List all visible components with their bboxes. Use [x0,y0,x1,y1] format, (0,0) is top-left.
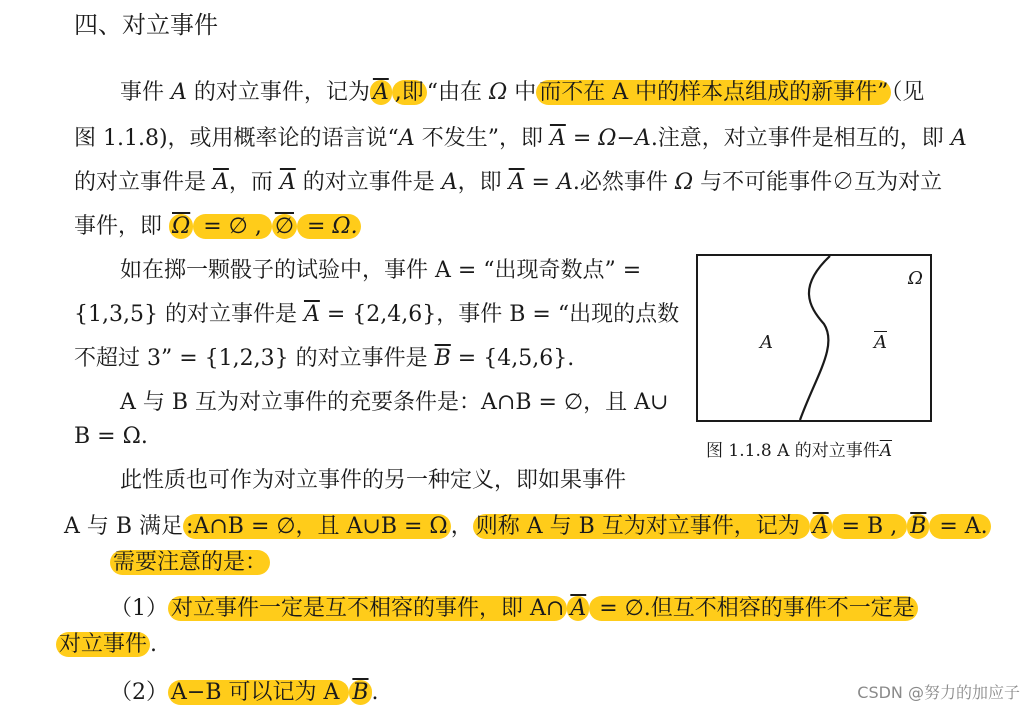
text-run: = B , [832,514,908,539]
text-run: 中 [507,80,537,105]
boundary-curve [800,256,830,420]
text-run: 的对立事件是 [295,170,442,195]
boundary-curve-svg [698,256,930,420]
text-run: 则称 A 与 B 互为对立事件，记为 [473,514,810,539]
text-run: = {2,4,6}，事件 B = “出现的点数 [319,302,680,327]
text-run: （2） [110,680,168,705]
text-run: $\overline{B}$ [434,346,451,371]
text-run: A [171,80,187,105]
text-run: $\overline{A}$ [567,596,589,621]
text-run: Ω−A [598,126,651,151]
text-run: A 与 B 互为对立事件的充要条件是：A∩B = ∅，且 A∪ [120,390,669,415]
para4-line2 [64,512,991,542]
text-run: = Ω. [297,214,361,239]
para3-line1 [120,388,668,418]
text-run: $\overline{A}$ [279,170,296,195]
text-run: $\overline{B}$ [349,680,371,705]
set-a-label: A [760,332,773,353]
text-run: . [371,680,379,705]
item1-line2 [56,630,157,660]
text-run: $\overline{A}$ [549,126,566,151]
set-abar-label: $\overline{A}$ [874,332,887,353]
text-run: 不超过 3” = {1,2,3} 的对立事件是 [74,346,435,371]
text-run: A [441,170,458,195]
para1-line1 [120,78,924,108]
text-run: 如在掷一颗骰子的试验中，事件 A = “出现奇数点” = [120,258,642,283]
text-run: “由在 [426,80,490,105]
text-run: 的对立事件是 [74,170,213,195]
text-run: $\overline{A}$ [370,80,392,105]
para2-line1 [120,256,641,286]
text-run: 对立事件一定是互不相容的事件，即 A∩ [168,596,567,621]
text-run: Ω [674,170,694,195]
text-run: A [556,170,573,195]
item2-line [110,678,379,708]
text-run: .注意，对立事件是相互的，即 [650,126,951,151]
text-run: {1,3,5} 的对立事件是 [74,302,304,327]
text-run: ，而 [228,170,280,195]
text-run: （见 [891,80,925,105]
text-run: A 与 B 满足 [64,514,184,539]
text-run: 不发生”，即 [414,126,550,151]
para1-line2 [74,124,967,154]
para3-line2 [74,422,148,452]
text-run: ∅ [272,214,297,239]
para1-line4 [74,212,361,242]
text-run: = [565,126,599,151]
text-run: $\overline{\Omega}$ [169,214,193,239]
section-heading: 四、对立事件 [74,11,218,39]
text-run: $\overline{B}$ [907,514,929,539]
caption-text: 图 1.1.8 A 的对立事件 [706,441,880,461]
text-run: 需要注意的是： [110,550,270,575]
text-run: 图 1.1.8)，或用概率论的语言说“ [74,126,399,151]
note-line [110,548,270,578]
text-run: = [524,170,557,195]
text-run: = ∅.但互不相容的事件不一定是 [589,596,918,621]
text-run: 对立事件 [56,632,150,657]
text-run: $\overline{A}$ [810,514,832,539]
text-run: ， [450,514,473,539]
text-run: = {4,5,6}. [450,346,575,371]
text-run: 事件 [120,80,171,105]
text-run: B = Ω. [74,424,148,449]
watermark: CSDN @努力的加应子 [857,683,1020,702]
para4-line1 [120,466,626,496]
caption-abar: $\overline{A}$ [879,441,893,461]
text-run: A [398,126,415,151]
text-run: :A∩B = ∅，且 A∪B = Ω [183,514,451,539]
para2-line3 [74,344,574,374]
text-run: 的对立事件，记为 [186,80,370,105]
text-run: Ω [489,80,508,105]
item1-line1 [110,594,918,624]
text-run: 与不可能事件∅互为对立 [693,170,943,195]
text-run: A [950,126,967,151]
text-run: . [150,632,158,657]
figure-caption [706,436,892,461]
text-run: .必然事件 [572,170,675,195]
text-run: （1） [110,596,168,621]
omega-label: Ω [908,268,923,289]
text-run: 事件，即 [74,214,169,239]
venn-figure [696,254,932,422]
text-run: 此性质也可作为对立事件的另一种定义，即如果事件 [120,468,627,493]
para2-line2 [74,300,679,330]
text-run: ,即 [392,80,427,105]
text-run: ，即 [457,170,509,195]
text-run: = A. [929,514,990,539]
text-run: 而不在 A 中的样本点组成的新事件” [536,80,891,105]
text-run: A−B 可以记为 A [168,680,349,705]
text-run: = ∅ , [193,214,272,239]
text-run: $\overline{A}$ [213,170,229,195]
text-run: $\overline{A}$ [508,170,525,195]
text-run: $\overline{A}$ [303,302,320,327]
para1-line3 [74,168,942,198]
